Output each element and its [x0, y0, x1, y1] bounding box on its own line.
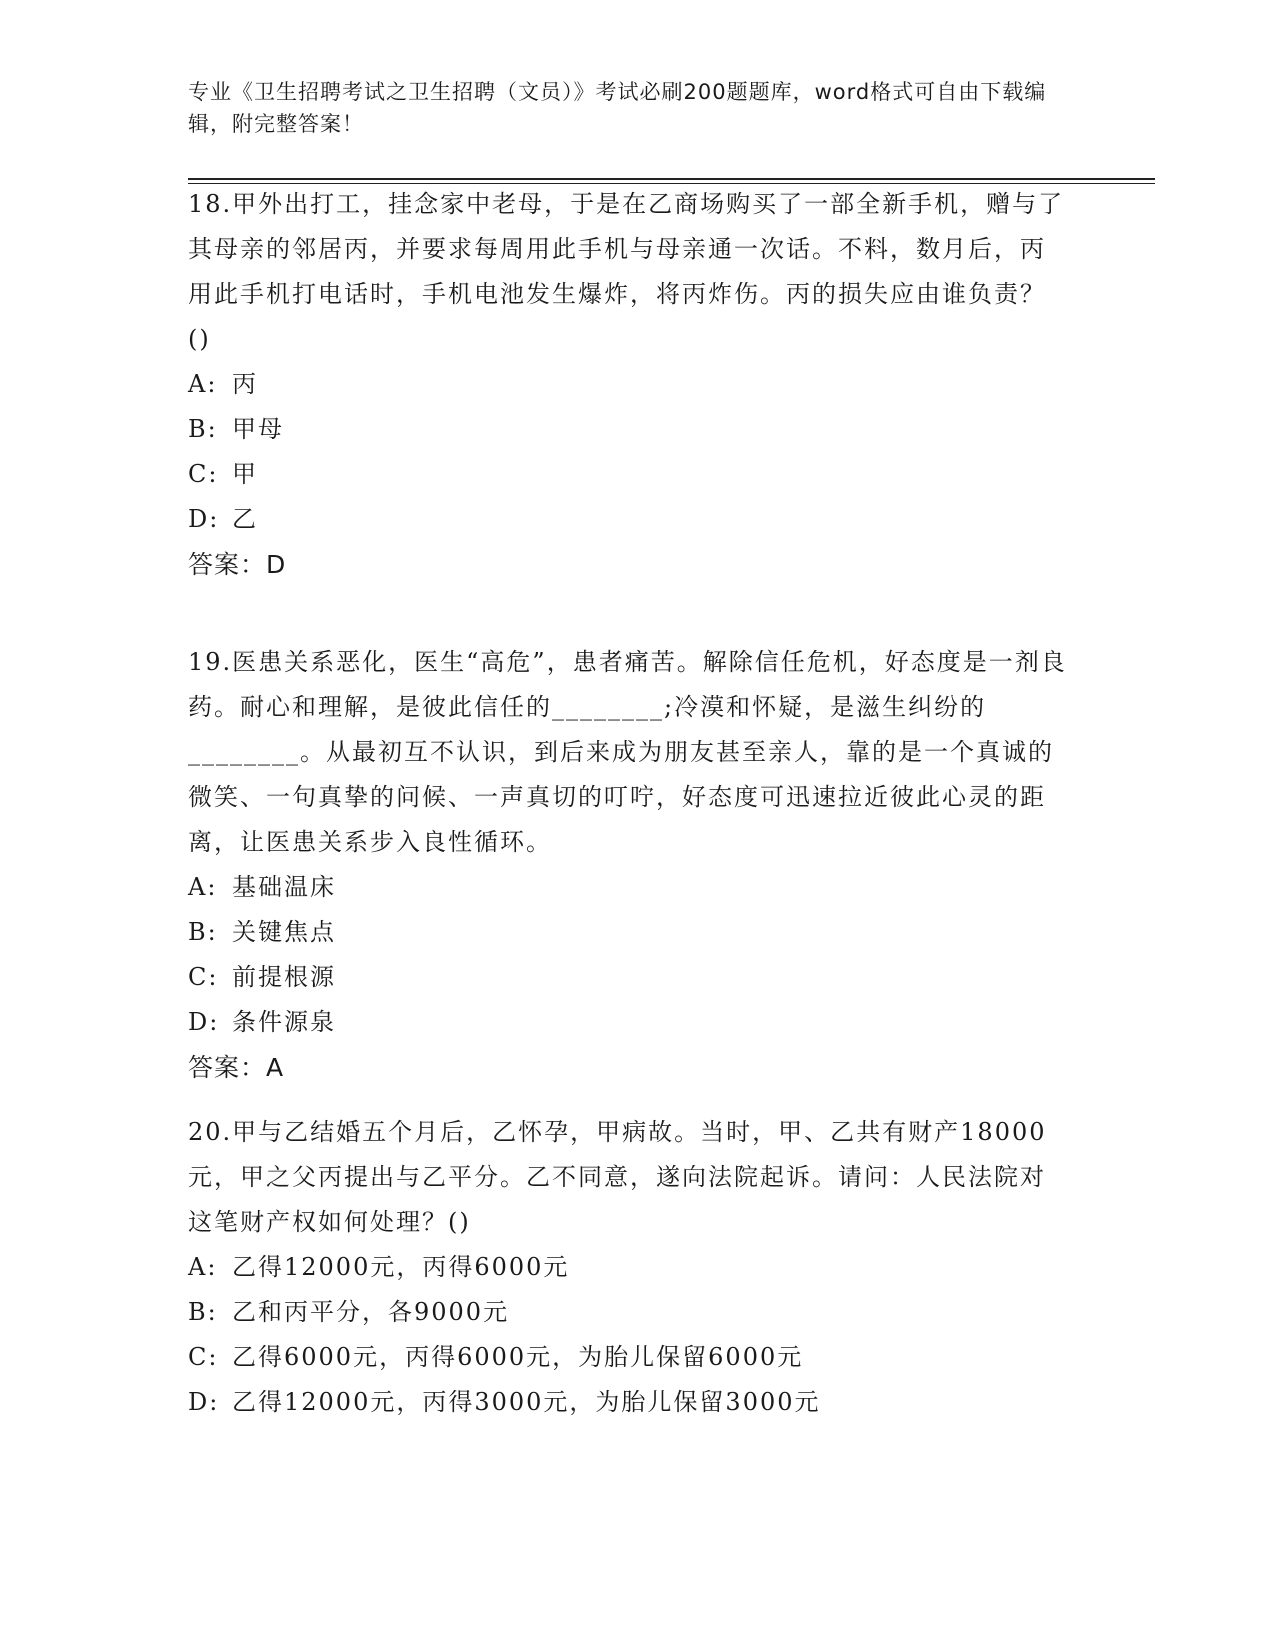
- option-letter: B:: [188, 918, 218, 946]
- option-b: [188, 1290, 1068, 1335]
- option-text: 乙: [232, 505, 258, 533]
- option-a: [188, 865, 1068, 910]
- option-letter: C:: [188, 1343, 219, 1371]
- option-text: 甲: [232, 460, 258, 488]
- header-rule-thick: [188, 178, 1155, 180]
- answer-line: 答案：D: [188, 550, 287, 579]
- option-c: [188, 955, 1068, 1000]
- option-b: [188, 910, 1068, 955]
- question-20: [188, 1110, 1068, 1425]
- answer-line: 答案：A: [188, 1053, 285, 1082]
- option-c: [188, 452, 1068, 497]
- option-letter: D:: [188, 505, 220, 533]
- option-letter: B:: [188, 415, 218, 443]
- option-text: 乙得6000元，丙得6000元，为胎儿保留6000元: [232, 1343, 804, 1371]
- option-letter: D:: [188, 1388, 220, 1416]
- option-d: [188, 1380, 1068, 1425]
- option-text: 基础温床: [232, 873, 336, 901]
- option-a: [188, 362, 1068, 407]
- option-text: 甲母: [232, 415, 284, 443]
- option-b: [188, 407, 1068, 452]
- document-header: 专业《卫生招聘考试之卫生招聘（文员）》考试必刷200题题库，word格式可自由下载编辑，附完整答案！: [188, 80, 1047, 136]
- option-text: 条件源泉: [232, 1008, 336, 1036]
- option-text: 丙: [232, 370, 258, 398]
- question-text: 19.医患关系恶化，医生“高危”，患者痛苦。解除信任危机，好态度是一剂良药。耐心和理解，是彼此信任的________;冷漠和怀疑，是滋生纠纷的________。从最初互不认识，到后来成为朋友甚至亲人，靠的是一个真诚的微笑、一句真挚的问候、一声真切的叮咛，好态度可迅速拉近彼此心灵的距离，让医患关系步入良性循环。: [188, 648, 1067, 856]
- option-c: [188, 1335, 1068, 1380]
- option-letter: A:: [188, 370, 218, 398]
- option-d: [188, 1000, 1068, 1045]
- option-letter: C:: [188, 963, 219, 991]
- question-text: 20.甲与乙结婚五个月后，乙怀孕，甲病故。当时，甲、乙共有财产18000元，甲之父丙提出与乙平分。乙不同意，遂向法院起诉。请问：人民法院对这笔财产权如何处理？(): [188, 1118, 1047, 1236]
- option-letter: A:: [188, 1253, 218, 1281]
- question-text: 18.甲外出打工，挂念家中老母，于是在乙商场购买了一部全新手机，赠与了其母亲的邻居丙，并要求每周用此手机与母亲通一次话。不料，数月后，丙用此手机打电话时，手机电池发生爆炸，将丙炸伤。丙的损失应由谁负责？(): [188, 190, 1065, 353]
- option-text: 关键焦点: [232, 918, 336, 946]
- option-text: 乙得12000元，丙得6000元: [232, 1253, 570, 1281]
- option-a: [188, 1245, 1068, 1290]
- question-18: [188, 182, 1068, 587]
- option-letter: A:: [188, 873, 218, 901]
- option-letter: D:: [188, 1008, 220, 1036]
- option-text: 前提根源: [232, 963, 336, 991]
- option-text: 乙和丙平分，各9000元: [232, 1298, 510, 1326]
- question-19: [188, 640, 1068, 1090]
- option-letter: C:: [188, 460, 219, 488]
- option-text: 乙得12000元，丙得3000元，为胎儿保留3000元: [232, 1388, 821, 1416]
- option-d: [188, 497, 1068, 542]
- option-letter: B:: [188, 1298, 218, 1326]
